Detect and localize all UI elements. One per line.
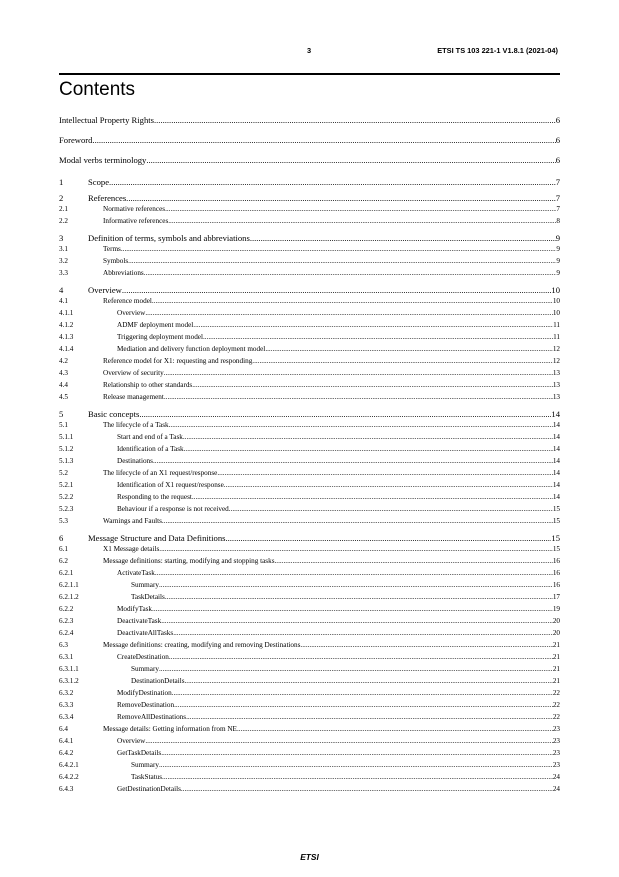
toc-entry-page: 14 — [552, 421, 560, 429]
toc-entry[interactable] — [59, 663, 560, 675]
toc-entry[interactable] — [59, 443, 560, 455]
toc-entry-page: 21 — [552, 677, 560, 685]
toc-entry-number: 6.4.2.2 — [59, 773, 79, 781]
toc-entry-page: 20 — [552, 629, 560, 637]
toc-dot-leader — [144, 267, 557, 279]
toc-entry[interactable] — [59, 177, 560, 187]
toc-entry-label: Message details: Getting information from NE — [103, 725, 237, 733]
toc-entry-page: 11 — [553, 321, 560, 329]
toc-entry-number: 6.3.1.2 — [59, 677, 79, 685]
header-rule — [59, 73, 560, 75]
toc-entry-label: GetTaskDetails — [117, 749, 162, 757]
toc-entry[interactable] — [59, 747, 560, 759]
toc-dot-leader — [109, 177, 556, 187]
toc-entry-page: 14 — [552, 481, 560, 489]
toc-entry-page: 23 — [552, 737, 560, 745]
toc-entry-number: 5.1 — [59, 421, 68, 429]
toc-entry-label: The lifecycle of a Task — [103, 421, 169, 429]
toc-entry-label: Reference model — [103, 297, 152, 305]
toc-entry-number: 6.4.2.1 — [59, 761, 79, 769]
toc-entry-number: 4.4 — [59, 381, 68, 389]
toc-entry-number: 6.1 — [59, 545, 68, 553]
toc-entry[interactable] — [59, 193, 560, 203]
toc-entry[interactable] — [59, 735, 560, 747]
toc-entry-label: References — [88, 193, 127, 203]
toc-entry-page: 16 — [552, 581, 560, 589]
toc-entry-number: 3.3 — [59, 269, 68, 277]
page-number: 3 — [307, 46, 312, 55]
toc-entry[interactable] — [59, 515, 560, 527]
toc-entry-page: 14 — [552, 433, 560, 441]
toc-entry-label: Message definitions: creating, modifying and removing Destinations — [103, 641, 301, 649]
toc-entry[interactable] — [59, 711, 560, 723]
toc-dot-leader — [159, 663, 553, 675]
toc-entry-label: Relationship to other standards — [103, 381, 193, 389]
toc-entry-label: Overview of security — [103, 369, 164, 377]
toc-entry-label: Release management — [103, 393, 164, 401]
toc-entry-page: 7 — [555, 177, 560, 187]
toc-entry-number: 6.2.2 — [59, 605, 74, 613]
toc-entry[interactable] — [59, 603, 560, 615]
toc-dot-leader — [193, 319, 553, 331]
toc-entry[interactable] — [59, 579, 560, 591]
toc-entry-number: 5.1.1 — [59, 433, 74, 441]
toc-entry-number: 6.3.2 — [59, 689, 74, 697]
page-header — [59, 46, 560, 60]
toc-entry-page: 6 — [555, 115, 560, 125]
toc-entry-label: ActivateTask — [117, 569, 155, 577]
toc-entry-number: 6.3.4 — [59, 713, 74, 721]
footer-etsi: ETSI — [300, 852, 319, 862]
toc-entry-page: 19 — [552, 605, 560, 613]
toc-dot-leader — [169, 651, 553, 663]
toc-entry-page: 9 — [556, 257, 560, 265]
toc-entry-page: 9 — [555, 233, 560, 243]
toc-entry-number: 3.1 — [59, 245, 68, 253]
toc-entry-page: 6 — [555, 155, 560, 165]
toc-dot-leader — [159, 759, 553, 771]
toc-entry-number: 5.2.2 — [59, 493, 74, 501]
toc-entry[interactable] — [59, 467, 560, 479]
toc-dot-leader — [183, 431, 553, 443]
toc-entry-page: 14 — [552, 457, 560, 465]
toc-entry-page: 14 — [551, 409, 560, 419]
toc-entry[interactable] — [59, 379, 560, 391]
toc-entry[interactable] — [59, 151, 560, 171]
toc-dot-leader — [300, 639, 552, 651]
toc-dot-leader — [168, 215, 556, 227]
toc-entry[interactable] — [59, 591, 560, 603]
toc-entry-page: 14 — [552, 493, 560, 501]
toc-entry[interactable] — [59, 355, 560, 367]
toc-entry-label: RemoveDestination — [117, 701, 175, 709]
toc-entry-number: 2.2 — [59, 217, 68, 225]
toc-entry-number: 6.4.1 — [59, 737, 74, 745]
toc-entry[interactable] — [59, 331, 560, 343]
toc-entry-number: 3 — [59, 233, 64, 243]
toc-dot-leader — [126, 193, 556, 203]
toc-dot-leader — [153, 455, 553, 467]
toc-entry-label: Behaviour if a response is not received — [117, 505, 229, 513]
toc-entry-label: Responding to the request — [117, 493, 192, 501]
toc-entry[interactable] — [59, 267, 560, 279]
toc-dot-leader — [186, 711, 553, 723]
toc-entry-label: Overview — [117, 309, 146, 317]
toc-entry-page: 17 — [552, 593, 560, 601]
toc-entry[interactable] — [59, 391, 560, 403]
toc-dot-leader — [165, 591, 553, 603]
toc-entry-label: Basic concepts — [88, 409, 140, 419]
toc-entry-number: 6.2.1.2 — [59, 593, 79, 601]
toc-entry-page: 24 — [552, 785, 560, 793]
toc-entry-label: Overview — [88, 285, 122, 295]
toc-entry-number: 4 — [59, 285, 64, 295]
toc-entry-number: 5.1.2 — [59, 445, 74, 453]
toc-dot-leader — [162, 771, 553, 783]
toc-entry-number: 6.4 — [59, 725, 68, 733]
toc-dot-leader — [184, 443, 553, 455]
toc-entry-label: ADMF deployment model — [117, 321, 194, 329]
toc-entry[interactable] — [59, 131, 560, 151]
toc-entry-page: 11 — [553, 333, 560, 341]
toc-dot-leader — [275, 555, 553, 567]
toc-dot-leader — [92, 131, 555, 149]
toc-entry-page: 15 — [551, 533, 560, 543]
toc-entry-label: Identification of a Task — [117, 445, 184, 453]
toc-dot-leader — [224, 479, 553, 491]
toc-entry-label: Warnings and Faults — [103, 517, 162, 525]
toc-entry-page: 8 — [556, 217, 560, 225]
toc-entry-page: 16 — [552, 557, 560, 565]
toc-entry[interactable] — [59, 455, 560, 467]
toc-entry-label: Modal verbs terminology — [59, 155, 147, 165]
toc-dot-leader — [162, 515, 553, 527]
toc-entry-label: Symbols — [103, 257, 129, 265]
toc-entry-number: 6.3.1.1 — [59, 665, 79, 673]
toc-entry-page: 23 — [552, 761, 560, 769]
toc-entry-number: 4.1.1 — [59, 309, 74, 317]
toc-entry[interactable] — [59, 479, 560, 491]
toc-entry-label: X1 Message details — [103, 545, 160, 553]
toc-entry-page: 6 — [555, 135, 560, 145]
toc-entry-number: 4.2 — [59, 357, 68, 365]
toc-entry-number: 6.2.1 — [59, 569, 74, 577]
toc-entry[interactable] — [59, 111, 560, 131]
toc-entry-page: 10 — [551, 285, 560, 295]
toc-entry[interactable] — [59, 419, 560, 431]
toc-entry[interactable] — [59, 295, 560, 307]
toc-entry-number: 6.3 — [59, 641, 68, 649]
toc-dot-leader — [146, 151, 555, 169]
toc-entry-number: 4.1 — [59, 297, 68, 305]
toc-entry-number: 6 — [59, 533, 64, 543]
toc-entry[interactable] — [59, 687, 560, 699]
toc-entry[interactable] — [59, 233, 560, 243]
toc-entry-page: 21 — [552, 665, 560, 673]
toc-dot-leader — [185, 675, 553, 687]
toc-entry[interactable] — [59, 285, 560, 295]
toc-entry-page: 10 — [552, 297, 560, 305]
toc-entry-number: 5.2.3 — [59, 505, 74, 513]
toc-entry-page: 21 — [552, 653, 560, 661]
toc-entry-number: 4.1.2 — [59, 321, 74, 329]
toc-entry-number: 4.5 — [59, 393, 68, 401]
toc-entry-label: Start and end of a Task — [117, 433, 183, 441]
toc-entry-label: Summary — [131, 665, 159, 673]
toc-dot-leader — [181, 783, 553, 795]
contents-title: Contents — [59, 79, 136, 100]
toc-entry-number: 4.1.4 — [59, 345, 74, 353]
toc-entry-page: 14 — [552, 469, 560, 477]
toc-dot-leader — [174, 699, 553, 711]
toc-dot-leader — [161, 747, 553, 759]
toc-entry-label: DeactivateAllTasks — [117, 629, 174, 637]
toc-entry[interactable] — [59, 431, 560, 443]
toc-entry-number: 2.1 — [59, 205, 68, 213]
toc-entry-page: 12 — [552, 357, 560, 365]
toc-dot-leader — [192, 491, 553, 503]
toc-entry-number: 5.3 — [59, 517, 68, 525]
toc-dot-leader — [252, 355, 553, 367]
toc-entry-label: Abbreviations — [103, 269, 144, 277]
toc-entry-page: 20 — [552, 617, 560, 625]
toc-entry-page: 10 — [552, 309, 560, 317]
toc-dot-leader — [122, 285, 552, 295]
toc-entry-page: 22 — [552, 689, 560, 697]
toc-entry-label: RemoveAllDestinations — [117, 713, 187, 721]
toc-entry-label: Summary — [131, 761, 159, 769]
toc-entry-label: Scope — [88, 177, 110, 187]
toc-entry-label: Intellectual Property Rights — [59, 115, 154, 125]
toc-entry-number: 4.3 — [59, 369, 68, 377]
toc-entry-number: 6.2.1.1 — [59, 581, 79, 589]
toc-entry-page: 13 — [552, 381, 560, 389]
toc-entry[interactable] — [59, 533, 560, 543]
toc-entry-label: The lifecycle of an X1 request/response — [103, 469, 218, 477]
toc-entry-page: 24 — [552, 773, 560, 781]
toc-entry-page: 7 — [556, 205, 560, 213]
toc-entry[interactable] — [59, 615, 560, 627]
toc-entry-page: 22 — [552, 701, 560, 709]
toc-entry-page: 15 — [552, 545, 560, 553]
toc-dot-leader — [165, 203, 556, 215]
toc-entry-number: 5.1.3 — [59, 457, 74, 465]
toc-entry-label: Message definitions: starting, modifying and stopping tasks — [103, 557, 275, 565]
toc-entry[interactable] — [59, 215, 560, 227]
toc-entry-label: Summary — [131, 581, 159, 589]
toc-entry[interactable] — [59, 567, 560, 579]
toc-entry[interactable] — [59, 243, 560, 255]
toc-entry-label: Triggering deployment model — [117, 333, 203, 341]
toc-dot-leader — [145, 307, 552, 319]
toc-entry-number: 3.2 — [59, 257, 68, 265]
toc-dot-leader — [173, 627, 553, 639]
toc-dot-leader — [164, 391, 553, 403]
toc-dot-leader — [217, 467, 552, 479]
toc-entry[interactable] — [59, 503, 560, 515]
toc-dot-leader — [265, 343, 553, 355]
toc-entry-label: DeactivateTask — [117, 617, 162, 625]
document-id: ETSI TS 103 221-1 V1.8.1 (2021-04) — [437, 46, 558, 55]
toc-entry[interactable] — [59, 639, 560, 651]
toc-entry-page: 22 — [552, 713, 560, 721]
toc-entry-label: Normative references — [103, 205, 166, 213]
toc-dot-leader — [139, 409, 551, 419]
toc-entry-label: ModifyTask — [117, 605, 153, 613]
toc-entry-label: GetDestinationDetails — [117, 785, 181, 793]
toc-entry-number: 5.2.1 — [59, 481, 74, 489]
toc-entry[interactable] — [59, 319, 560, 331]
toc-entry[interactable] — [59, 543, 560, 555]
toc-dot-leader — [161, 615, 553, 627]
toc-entry-number: 6.2.3 — [59, 617, 74, 625]
toc-entry-label: Definition of terms, symbols and abbreviations — [88, 233, 250, 243]
toc-entry[interactable] — [59, 555, 560, 567]
toc-dot-leader — [192, 379, 553, 391]
toc-dot-leader — [159, 579, 553, 591]
toc-entry[interactable] — [59, 367, 560, 379]
toc-dot-leader — [172, 687, 553, 699]
toc-entry[interactable] — [59, 203, 560, 215]
toc-entry-page: 23 — [552, 725, 560, 733]
toc-entry-label: Mediation and delivery function deployment model — [117, 345, 266, 353]
toc-entry-label: Reference model for X1: requesting and responding — [103, 357, 253, 365]
toc-dot-leader — [121, 243, 557, 255]
toc-entry-label: CreateDestination — [117, 653, 169, 661]
toc-entry-label: DestinationDetails — [131, 677, 185, 685]
toc-dot-leader — [159, 543, 553, 555]
toc-entry[interactable] — [59, 627, 560, 639]
toc-entry-number: 4.1.3 — [59, 333, 74, 341]
toc-entry-page: 13 — [552, 393, 560, 401]
toc-entry-label: Destinations — [117, 457, 153, 465]
toc-entry-page: 9 — [556, 245, 560, 253]
toc-entry-page: 23 — [552, 749, 560, 757]
toc-entry-page: 21 — [552, 641, 560, 649]
toc-entry-label: TaskStatus — [131, 773, 163, 781]
toc-entry-label: Foreword — [59, 135, 93, 145]
toc-entry[interactable] — [59, 723, 560, 735]
toc-entry[interactable] — [59, 255, 560, 267]
toc-entry[interactable] — [59, 759, 560, 771]
toc-entry-number: 6.3.3 — [59, 701, 74, 709]
toc-entry[interactable] — [59, 675, 560, 687]
toc-entry-number: 2 — [59, 193, 64, 203]
toc-entry[interactable] — [59, 491, 560, 503]
toc-entry[interactable] — [59, 307, 560, 319]
toc-dot-leader — [128, 255, 556, 267]
toc-dot-leader — [250, 233, 556, 243]
toc-entry[interactable] — [59, 783, 560, 795]
table-of-contents — [59, 111, 560, 795]
toc-entry-page: 12 — [552, 345, 560, 353]
toc-dot-leader — [203, 331, 553, 343]
toc-dot-leader — [154, 111, 556, 129]
toc-entry-label: Overview — [117, 737, 146, 745]
toc-entry[interactable] — [59, 409, 560, 419]
toc-entry-number: 6.2.4 — [59, 629, 74, 637]
toc-dot-leader — [152, 295, 553, 307]
toc-entry-page: 9 — [556, 269, 560, 277]
toc-entry[interactable] — [59, 771, 560, 783]
toc-entry-number: 6.3.1 — [59, 653, 74, 661]
toc-dot-leader — [155, 567, 553, 579]
toc-entry-page: 15 — [552, 517, 560, 525]
toc-entry-label: Informative references — [103, 217, 169, 225]
toc-dot-leader — [237, 723, 553, 735]
toc-entry-number: 6.4.2 — [59, 749, 74, 757]
toc-entry-page: 13 — [552, 369, 560, 377]
toc-entry-label: Terms — [103, 245, 121, 253]
toc-dot-leader — [164, 367, 553, 379]
toc-entry-number: 1 — [59, 177, 64, 187]
toc-dot-leader — [145, 735, 552, 747]
toc-entry-page: 16 — [552, 569, 560, 577]
toc-entry[interactable] — [59, 343, 560, 355]
toc-entry-label: Message Structure and Data Definitions — [88, 533, 226, 543]
toc-entry[interactable] — [59, 651, 560, 663]
toc-entry-label: TaskDetails — [131, 593, 165, 601]
toc-dot-leader — [152, 603, 553, 615]
toc-entry-page: 7 — [555, 193, 560, 203]
toc-entry-label: Identification of X1 request/response — [117, 481, 224, 489]
toc-entry-number: 6.2 — [59, 557, 68, 565]
toc-entry-number: 6.4.3 — [59, 785, 74, 793]
toc-dot-leader — [225, 533, 551, 543]
toc-dot-leader — [169, 419, 553, 431]
toc-entry-number: 5.2 — [59, 469, 68, 477]
toc-dot-leader — [229, 503, 553, 515]
toc-entry-page: 15 — [552, 505, 560, 513]
toc-entry-number: 5 — [59, 409, 64, 419]
toc-entry-label: ModifyDestination — [117, 689, 172, 697]
toc-entry-page: 14 — [552, 445, 560, 453]
toc-entry[interactable] — [59, 699, 560, 711]
